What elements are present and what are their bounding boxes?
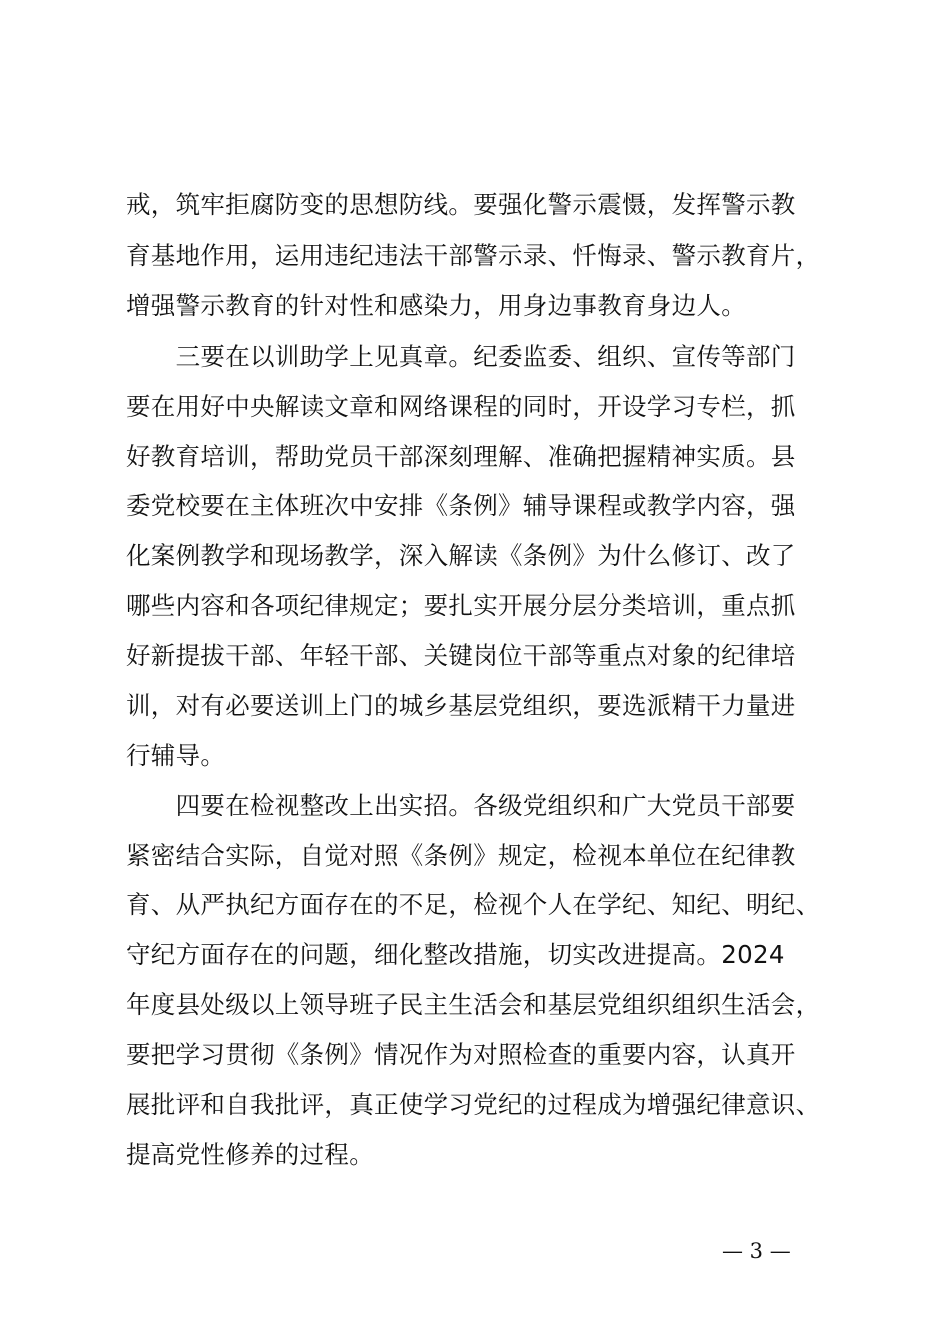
text-line: 行辅导。 <box>126 741 226 770</box>
text-line: 训，对有必要送训上门的城乡基层党组织，要选派精干力量进 <box>126 691 796 720</box>
text-line: 守纪方面存在的问题，细化整改措施，切实改进提高。2024 <box>126 940 785 969</box>
text-line: 育基地作用，运用违纪违法干部警示录、忏悔录、警示教育片， <box>126 241 821 270</box>
text-line: 紧密结合实际，自觉对照《条例》规定，检视本单位在纪律教 <box>126 841 796 870</box>
text-line: 戒，筑牢拒腐防变的思想防线。要强化警示震慑，发挥警示教 <box>126 190 796 219</box>
text-line: 哪些内容和各项纪律规定；要扎实开展分层分类培训，重点抓 <box>126 591 796 620</box>
text-line: 提高党性修养的过程。 <box>126 1140 374 1169</box>
text-line: 增强警示教育的针对性和感染力，用身边事教育身边人。 <box>126 291 746 320</box>
text-line: 好教育培训，帮助党员干部深刻理解、准确把握精神实质。县 <box>126 442 796 471</box>
text-line: 好新提拔干部、年轻干部、关键岗位干部等重点对象的纪律培 <box>126 641 796 670</box>
text-line: 育、从严执纪方面存在的不足，检视个人在学纪、知纪、明纪、 <box>126 890 821 919</box>
text-line: 要把学习贯彻《条例》情况作为对照检查的重要内容，认真开 <box>126 1040 796 1069</box>
text-line: 要在用好中央解读文章和网络课程的同时，开设学习专栏，抓 <box>126 392 796 421</box>
paragraph-start-line: 四要在检视整改上出实招。各级党组织和广大党员干部要 <box>126 791 796 820</box>
page-number: — 3 — <box>722 1239 791 1263</box>
text-line: 委党校要在主体班次中安排《条例》辅导课程或教学内容，强 <box>126 491 796 520</box>
paragraph-start-line: 三要在以训助学上见真章。纪委监委、组织、宣传等部门 <box>126 342 796 371</box>
text-line: 年度县处级以上领导班子民主生活会和基层党组织组织生活会， <box>126 990 821 1019</box>
text-line: 展批评和自我批评，真正使学习党纪的过程成为增强纪律意识、 <box>126 1090 821 1119</box>
text-line: 化案例教学和现场教学，深入解读《条例》为什么修订、改了 <box>126 541 796 570</box>
